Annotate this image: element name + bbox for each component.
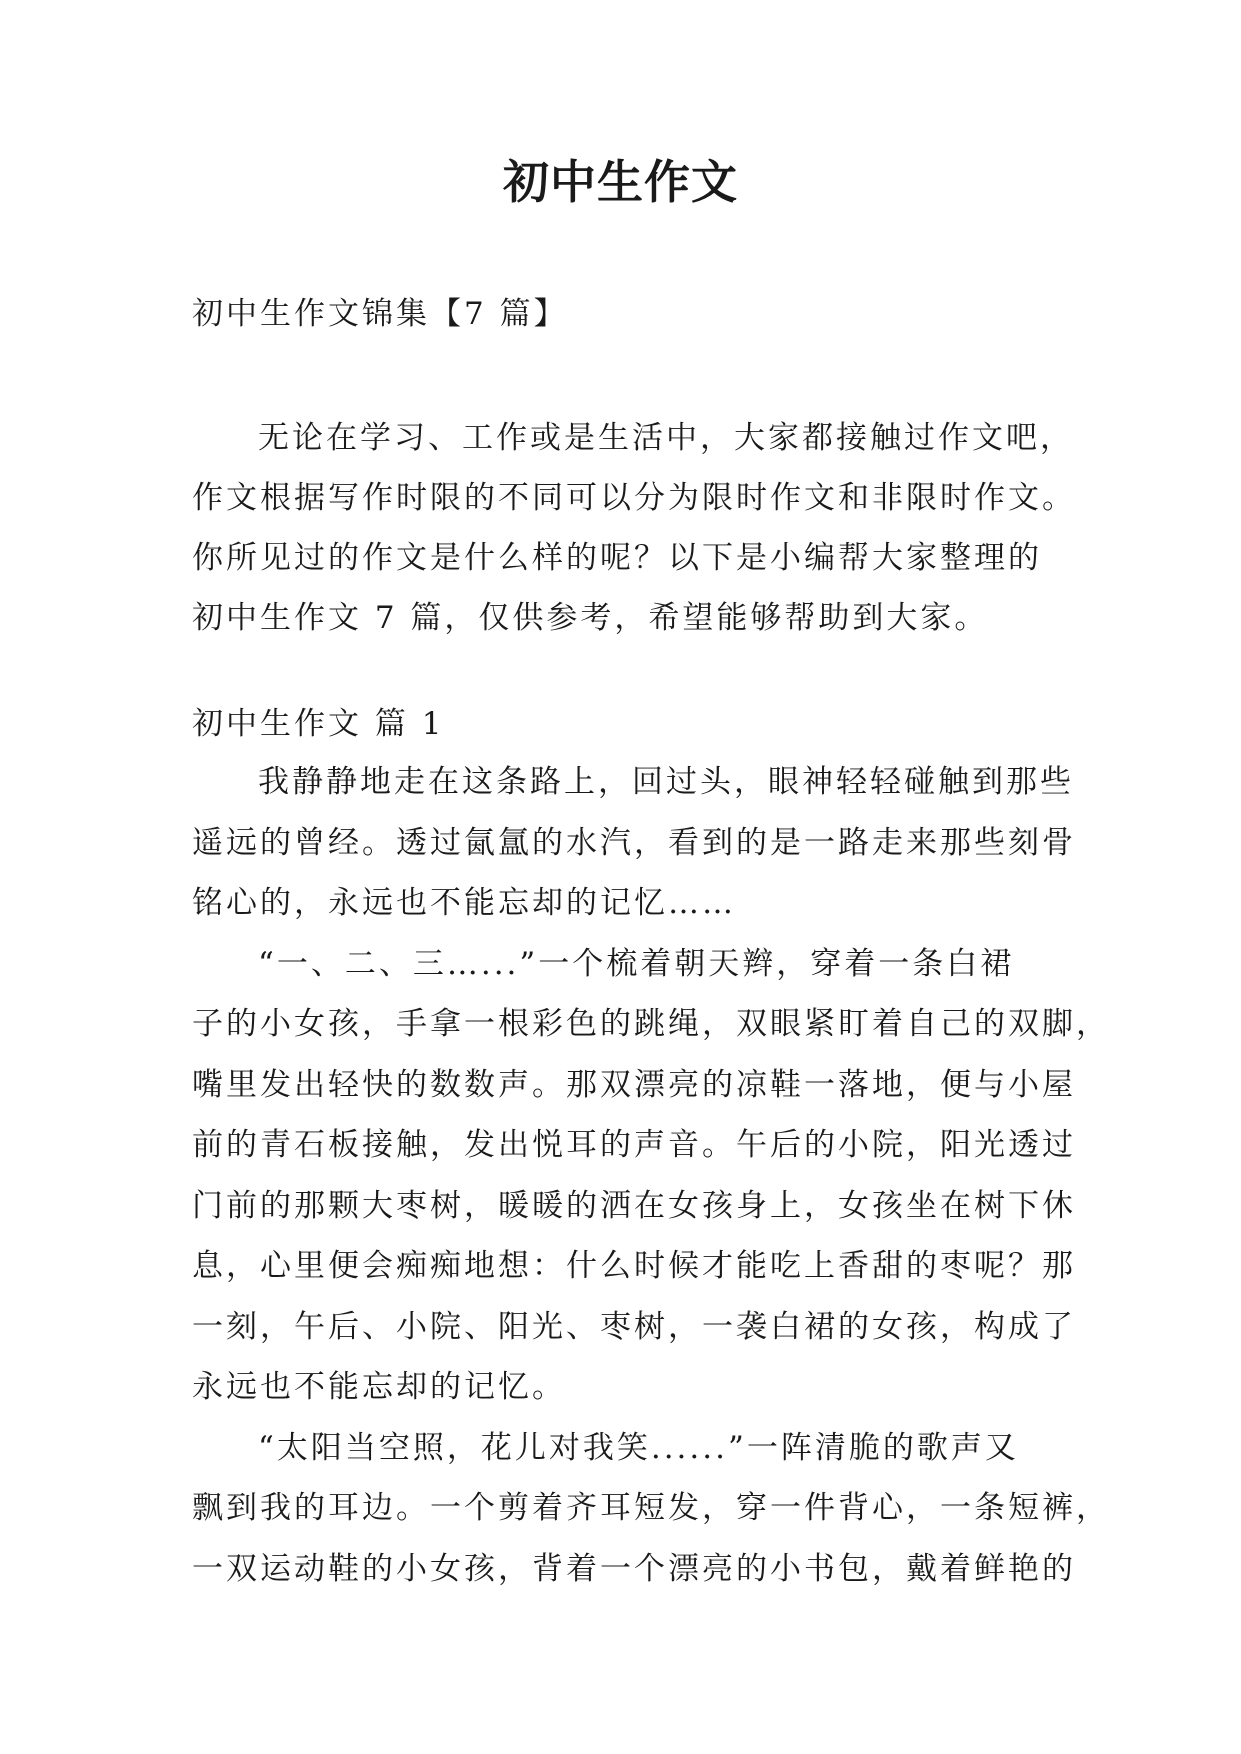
document-subtitle: 初中生作文锦集【7 篇】 [192, 296, 568, 332]
article-line: 门前的那颗大枣树，暖暖的洒在女孩身上，女孩坐在树下休 [192, 1187, 1076, 1224]
article-body [192, 752, 1110, 1599]
article-line: 子的小女孩，手拿一根彩色的跳绳，双眼紧盯着自己的双脚， [192, 1006, 1110, 1042]
article-line: 一双运动鞋的小女孩，背着一个漂亮的小书包，戴着鲜艳的 [192, 1550, 1076, 1587]
article-line: 嘴里发出轻快的数数声。那双漂亮的凉鞋一落地，便与小屋 [192, 1066, 1076, 1103]
article-line: 息，心里便会痴痴地想：什么时候才能吃上香甜的枣呢？那 [192, 1248, 1076, 1284]
article-line: 遥远的曾经。透过氤氲的水汽，看到的是一路走来那些刻骨 [192, 824, 1076, 861]
article-line: 我静静地走在这条路上，回过头，眼神轻轻碰触到那些 [258, 764, 1074, 800]
article-line: 前的青石板接触，发出悦耳的声音。午后的小院，阳光透过 [192, 1127, 1076, 1163]
article-line: 永远也不能忘却的记忆。 [192, 1369, 566, 1405]
article-line: 一刻，午后、小院、阳光、枣树，一袭白裙的女孩，构成了 [192, 1308, 1076, 1345]
section-heading: 初中生作文 篇 1 [192, 706, 445, 742]
document-title: 初中生作文 [503, 155, 738, 209]
article-line: “一、二、三…...”一个梳着朝天辫，穿着一条白裙 [258, 945, 1015, 982]
article-line: 铭心的，永远也不能忘却的记忆…… [192, 885, 736, 921]
article-line: 飘到我的耳边。一个剪着齐耳短发，穿一件背心，一条短裤， [192, 1490, 1110, 1526]
article-line: “太阳当空照，花儿对我笑......”一阵清脆的歌声又 [258, 1429, 1019, 1466]
intro-line: 作文根据写作时限的不同可以分为限时作文和非限时作文。 [192, 480, 1076, 516]
intro-line: 无论在学习、工作或是生活中，大家都接触过作文吧， [258, 420, 1074, 456]
intro-paragraph [192, 408, 1076, 648]
intro-line: 初中生作文 7 篇，仅供参考，希望能够帮助到大家。 [192, 600, 989, 636]
intro-line: 你所见过的作文是什么样的呢？以下是小编帮大家整理的 [192, 540, 1042, 576]
